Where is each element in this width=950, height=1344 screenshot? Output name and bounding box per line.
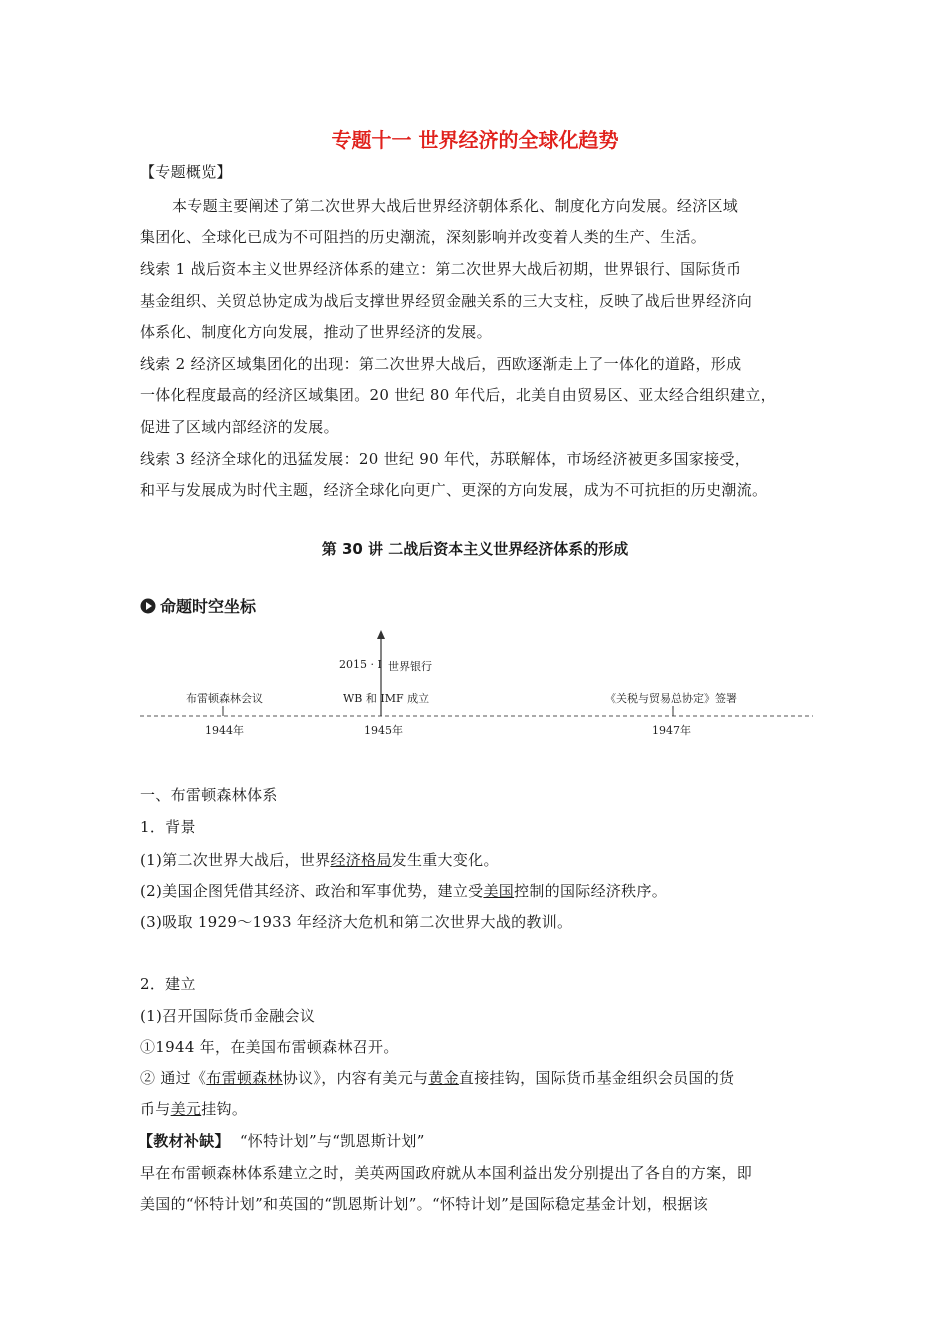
year-1947: 1947年	[652, 724, 691, 737]
timeline-heading-text: 命题时空坐标	[160, 597, 257, 616]
subsection-background: 1．背景	[140, 818, 196, 836]
blank-answer: 美国	[483, 882, 515, 900]
supplement-line: 美国的“怀特计划”和英国的“凯恩斯计划”。“怀特计划”是国际稳定基金计划，根据该	[140, 1195, 709, 1213]
overview-paragraph-line: 集团化、全球化已成为不可阻挡的历史潮流，深刻影响并改变着人类的生产、生活。	[140, 228, 707, 246]
timeline-heading	[140, 594, 256, 617]
year-1944: 1944年	[205, 724, 244, 737]
blank-answer: 经济格局	[330, 851, 392, 869]
clue-1-line: 基金组织、关贸总协定成为战后支撑世界经贸金融关系的三大支柱，反映了战后世界经济向	[140, 292, 753, 310]
supplement-title: “怀特计划”与“凯恩斯计划”	[239, 1132, 425, 1150]
clue-2-line: 促进了区域内部经济的发展。	[140, 418, 339, 436]
clue-3-line: 线索 3 经济全球化的迅猛发展：20 世纪 90 年代，苏联解体，市场经济被更多国家接受，	[140, 450, 751, 468]
supplement-tag: 【教材补缺】	[138, 1132, 230, 1150]
background-item-3: (3)吸取 1929～1933 年经济大危机和第二次世界大战的教训。	[140, 913, 573, 931]
event-label-1945: WB 和 IMF 成立	[343, 692, 430, 705]
background-item-2: (2)美国企图凭借其经济、政治和军事优势，建立受美国控制的国际经济秩序。	[140, 882, 668, 900]
exam-marker-note: 世界银行	[388, 660, 432, 673]
event-label-1947: 《关税与贸易总协定》签署	[605, 692, 737, 705]
supplement-line: 早在布雷顿森林体系建立之时，美英两国政府就从本国利益出发分别提出了各自的方案，即	[140, 1164, 753, 1182]
clue-3-line: 和平与发展成为时代主题，经济全球化向更广、更深的方向发展，成为不可抗拒的历史潮流。	[140, 481, 768, 499]
blank-answer: 美元	[170, 1100, 202, 1118]
subsection-establishment: 2．建立	[140, 975, 196, 993]
establishment-item-1b: ② 通过《布雷顿森林协议》，内容有美元与黄金直接挂钩，国际货币基金组织会员国的货	[140, 1069, 735, 1087]
arrow-head-icon	[377, 630, 385, 639]
supplement-heading	[138, 1131, 425, 1151]
establishment-item-1a: ①1944 年，在美国布雷顿森林召开。	[140, 1038, 399, 1056]
establishment-item-1: (1)召开国际货币金融会议	[140, 1007, 316, 1025]
background-item-1: (1)第二次世界大战后，世界经济格局发生重大变化。	[140, 851, 499, 869]
event-label-1944: 布雷顿森林会议	[186, 692, 263, 705]
clue-1-line: 线索 1 战后资本主义世界经济体系的建立：第二次世界大战后初期，世界银行、国际货币	[140, 260, 742, 278]
exam-marker-label: 2015 · Ⅰ	[339, 658, 382, 671]
year-1945: 1945年	[364, 724, 403, 737]
overview-heading: 【专题概览】	[140, 163, 232, 181]
section-heading-1: 一、布雷顿森林体系	[140, 786, 278, 804]
clue-2-line: 线索 2 经济区域集团化的出现：第二次世界大战后，西欧逐渐走上了一体化的道路，形成	[140, 355, 742, 373]
blank-answer: 黄金	[428, 1069, 459, 1087]
play-circle-icon	[140, 598, 156, 614]
clue-2-line: 一体化程度最高的经济区域集团。20 世纪 80 年代后，北美自由贸易区、亚太经合组织建立，	[140, 386, 776, 404]
overview-paragraph-line: 本专题主要阐述了第二次世界大战后世界经济朝体系化、制度化方向发展。经济区域	[172, 197, 739, 215]
blank-answer: 布雷顿森林	[206, 1069, 283, 1087]
lecture-title: 第 30 讲 二战后资本主义世界经济体系的形成	[321, 540, 629, 558]
clue-1-line: 体系化、制度化方向发展，推动了世界经济的发展。	[140, 323, 492, 341]
establishment-item-1b-cont: 币与美元挂钩。	[140, 1100, 248, 1118]
page-title: 专题十一 世界经济的全球化趋势	[331, 128, 619, 152]
